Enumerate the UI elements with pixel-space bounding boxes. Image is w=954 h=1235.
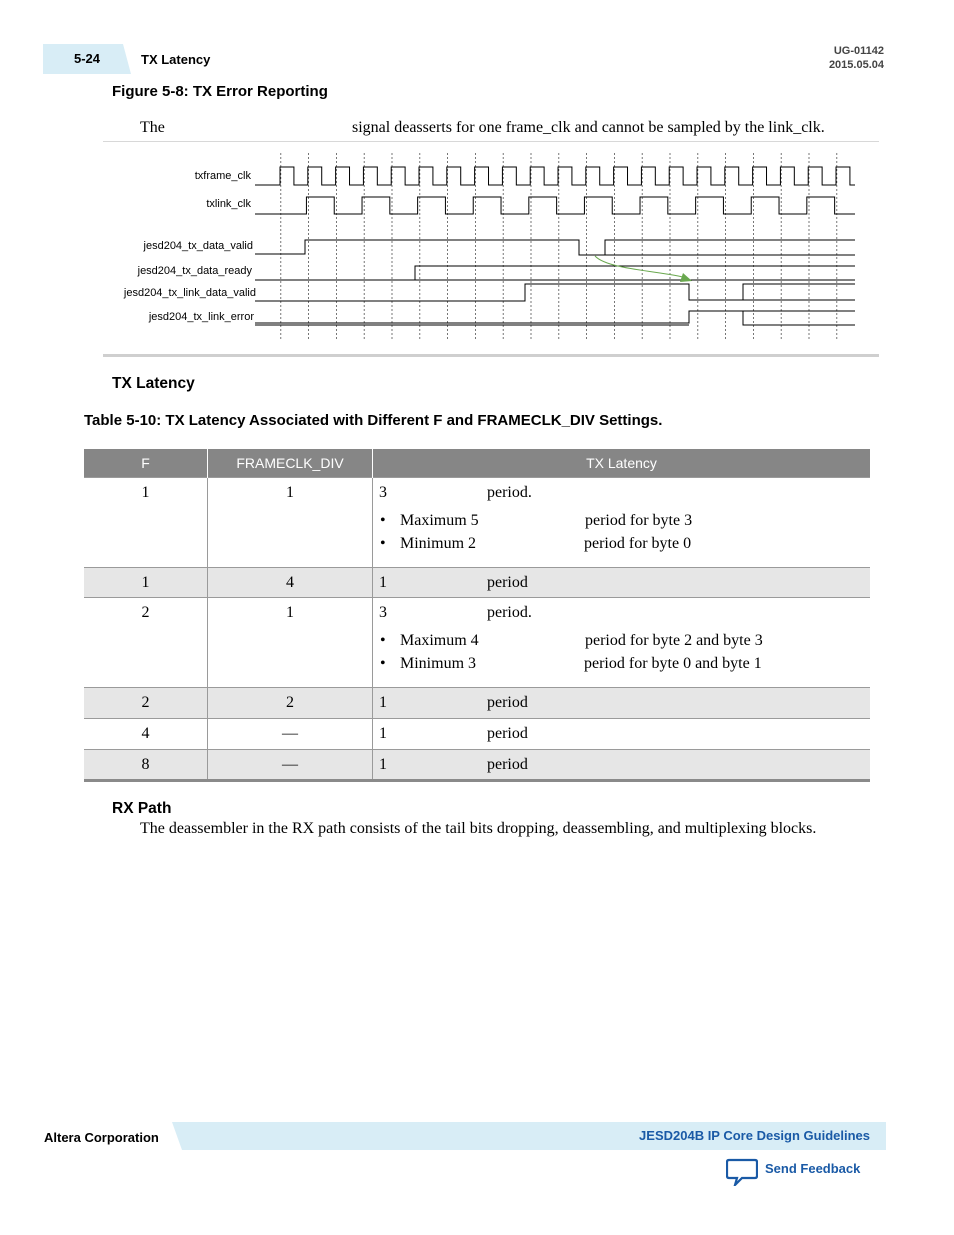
latency-value: 1 <box>379 725 387 742</box>
bullet-detail: period for byte 0 and byte 1 <box>584 655 762 672</box>
table-row <box>84 719 870 750</box>
wave-txlink-clk <box>255 197 855 214</box>
causal-arrow <box>595 256 687 278</box>
table-row <box>84 568 870 598</box>
figure-caption: signal deasserts for one frame_clk and cannot be sampled by the link_clk. <box>352 119 825 136</box>
cell-frameclk-div <box>208 568 373 598</box>
cell-tx-latency <box>373 598 871 688</box>
cell-tx-latency <box>373 750 871 781</box>
latency-unit: period. <box>487 484 532 501</box>
latency-value: 1 <box>379 694 387 711</box>
page-number: 5-24 <box>74 51 101 66</box>
latency-unit: period. <box>487 604 532 621</box>
column-header-tx-latency: TX Latency <box>373 449 871 478</box>
table-header-row <box>84 449 870 478</box>
latency-unit: period <box>487 725 528 742</box>
signal-label-txframe-clk: txframe_clk <box>194 170 251 182</box>
cell-tx-latency <box>373 688 871 719</box>
cell-div-value: 2 <box>286 694 294 711</box>
latency-unit: period <box>487 756 528 773</box>
doc-date: 2015.05.04 <box>828 59 884 71</box>
send-feedback-link[interactable]: Send Feedback <box>765 1161 861 1176</box>
list-item <box>379 629 870 652</box>
footer-company: Altera Corporation <box>44 1130 159 1145</box>
cell-frameclk-div <box>208 478 373 568</box>
signal-label-tx-data-valid: jesd204_tx_data_valid <box>143 240 253 252</box>
table-row <box>84 598 870 688</box>
list-item <box>379 652 870 675</box>
cell-frameclk-div <box>208 598 373 688</box>
cell-f <box>84 750 208 781</box>
cell-f-value: 2 <box>141 694 150 711</box>
cell-tx-latency <box>373 719 871 750</box>
cell-div-value: 1 <box>286 604 294 621</box>
list-item <box>379 532 870 555</box>
table-row <box>84 750 870 781</box>
cell-frameclk-div <box>208 750 373 781</box>
arrowhead-icon <box>680 273 692 282</box>
cell-div-value: 1 <box>286 484 294 501</box>
signal-label-tx-link-error: jesd204_tx_link_error <box>148 311 254 323</box>
figure-rule-top <box>103 141 879 142</box>
section-heading-tx-latency: TX Latency <box>112 375 195 392</box>
wave-tx-link-data-valid <box>255 284 855 301</box>
bullet-bound: Maximum 4 <box>400 632 479 649</box>
cell-f-value: 1 <box>141 484 150 501</box>
signal-label-txlink-clk: txlink_clk <box>206 198 251 210</box>
table-title: Table 5-10: TX Latency Associated with Different F and FRAMECLK_DIV Settings. <box>84 412 663 429</box>
bullet-bound: Minimum 2 <box>400 535 477 552</box>
latency-value: 1 <box>379 574 387 591</box>
cell-div-value: 4 <box>286 574 294 591</box>
feedback-icon[interactable] <box>726 1158 758 1186</box>
signal-label-tx-data-ready: jesd204_tx_data_ready <box>137 265 252 277</box>
cell-f <box>84 598 208 688</box>
cell-f-value: 1 <box>141 574 150 591</box>
latency-unit: period <box>487 574 528 591</box>
table-row <box>84 478 870 568</box>
cell-f <box>84 568 208 598</box>
header-section-title: TX Latency <box>141 52 211 67</box>
bullet-detail: period for byte 2 and byte 3 <box>585 632 763 649</box>
cell-f <box>84 688 208 719</box>
cell-f <box>84 478 208 568</box>
figure-rule-bottom <box>103 354 879 357</box>
latency-unit: period <box>487 694 528 711</box>
cell-f-value: 2 <box>141 604 150 621</box>
signal-label-tx-link-data-valid: jesd204_tx_link_data_valid <box>123 287 256 299</box>
latency-value: 3 <box>379 604 387 621</box>
cell-f <box>84 719 208 750</box>
wave-tx-data-valid <box>255 240 855 255</box>
cell-frameclk-div <box>208 719 373 750</box>
list-item <box>379 509 870 532</box>
rx-path-paragraph: The deassembler in the RX path consists of the tail bits dropping, deassembling, and multiplexing blocks. <box>140 820 817 837</box>
column-header-frameclk-div: FRAMECLK_DIV <box>208 449 373 478</box>
latency-value: 3 <box>379 484 387 501</box>
cell-f-value: 4 <box>141 725 150 742</box>
document-id <box>829 44 884 72</box>
bullet-detail: period for byte 0 <box>584 535 692 552</box>
cell-frameclk-div <box>208 688 373 719</box>
latency-bullet-list <box>379 509 870 555</box>
section-heading-rx-path: RX Path <box>112 800 172 817</box>
figure-caption-prefix: The <box>140 119 165 136</box>
cell-f-value: 8 <box>141 756 150 773</box>
doc-id-number: UG-01142 <box>833 45 884 57</box>
table-row <box>84 688 870 719</box>
wave-tx-link-error <box>255 311 855 325</box>
footer-document-title[interactable]: JESD204B IP Core Design Guidelines <box>639 1128 870 1143</box>
bullet-bound: Minimum 3 <box>400 655 477 672</box>
latency-value: 1 <box>379 756 387 773</box>
tx-latency-table <box>84 449 870 782</box>
cell-div-value: — <box>282 756 298 773</box>
wave-tx-data-ready <box>255 266 855 280</box>
bullet-bound: Maximum 5 <box>400 512 479 529</box>
wave-txframe-clk <box>255 167 855 185</box>
column-header-f: F <box>84 449 208 478</box>
bullet-detail: period for byte 3 <box>585 512 693 529</box>
figure-title: Figure 5-8: TX Error Reporting <box>112 83 328 100</box>
cell-tx-latency <box>373 568 871 598</box>
cell-tx-latency <box>373 478 871 568</box>
cell-div-value: — <box>282 725 298 742</box>
latency-bullet-list <box>379 629 870 675</box>
timing-diagram <box>103 145 863 345</box>
